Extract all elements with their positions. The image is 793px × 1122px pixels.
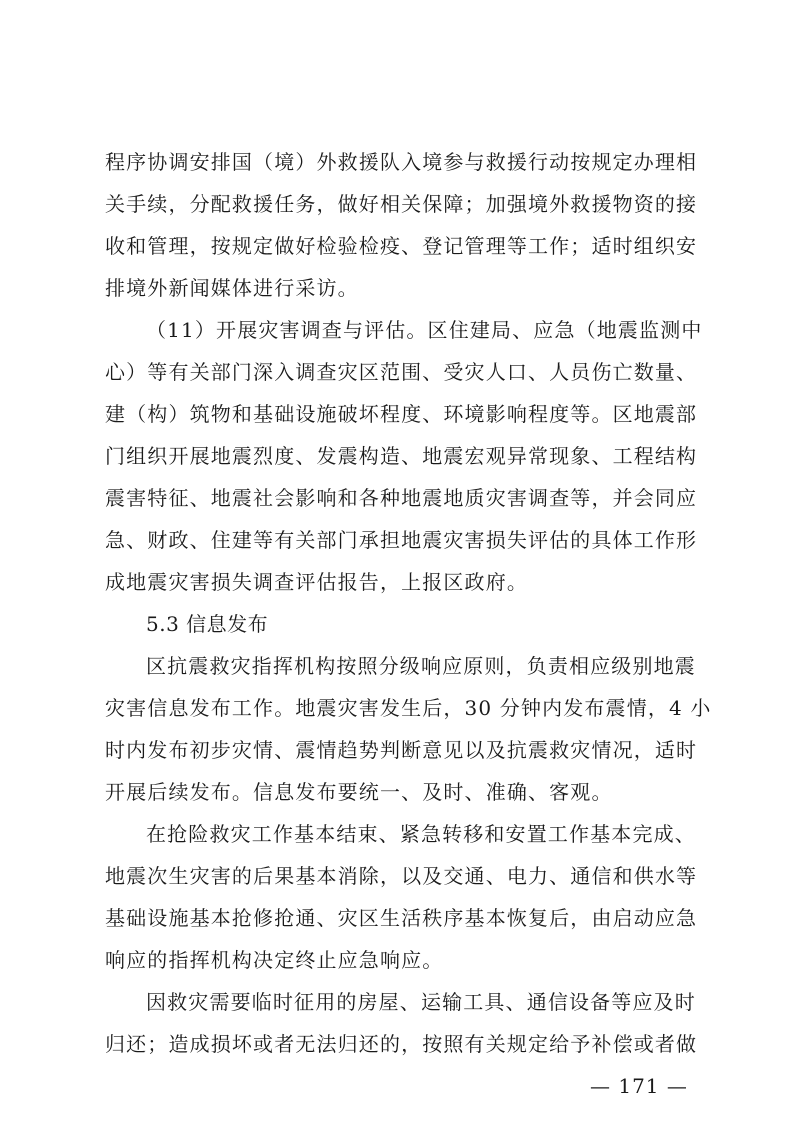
text-line: 成地震灾害损失调查评估报告，上报区政府。 (105, 570, 528, 594)
text-line: 基础设施基本抢修抢通、灾区生活秩序基本恢复后，由启动应急 (105, 906, 698, 930)
text-line: 因救灾需要临时征用的房屋、运输工具、通信设备等应及时 (146, 990, 696, 1014)
text-line: 时内发布初步灾情、震情趋势判断意见以及抗震救灾情况，适时 (105, 738, 698, 762)
text-line: 心）等有关部门深入调查灾区范围、受灾人口、人员伤亡数量、 (105, 360, 698, 384)
text-line: 程序协调安排国（境）外救援队入境参与救援行动按规定办理相 (105, 150, 698, 174)
text-line: 急、财政、住建等有关部门承担地震灾害损失评估的具体工作形 (105, 528, 698, 552)
text-line: 关手续，分配救援任务，做好相关保障；加强境外救援物资的接 (105, 192, 698, 216)
text-line: 震害特征、地震社会影响和各种地震地质灾害调查等，并会同应 (105, 486, 698, 510)
text-line: 响应的指挥机构决定终止应急响应。 (105, 948, 444, 972)
text-line: 门组织开展地震烈度、发震构造、地震宏观异常现象、工程结构 (105, 444, 698, 468)
text-line: 灾害信息发布工作。地震灾害发生后，30 分钟内发布震情，4 小 (105, 696, 712, 720)
text-line: 归还；造成损坏或者无法归还的，按照有关规定给予补偿或者做 (105, 1032, 698, 1056)
text-line: 排境外新闻媒体进行采访。 (105, 276, 359, 300)
text-line: 建（构）筑物和基础设施破坏程度、环境影响程度等。区地震部 (105, 402, 698, 426)
section-heading: 5.3 信息发布 (146, 612, 269, 636)
text-line: 收和管理，按规定做好检验检疫、登记管理等工作；适时组织安 (105, 234, 698, 258)
text-line: 区抗震救灾指挥机构按照分级响应原则，负责相应级别地震 (146, 654, 696, 678)
text-line: 地震次生灾害的后果基本消除，以及交通、电力、通信和供水等 (105, 864, 698, 888)
text-line: 开展后续发布。信息发布要统一、及时、准确、客观。 (105, 780, 613, 804)
text-line: （11）开展灾害调查与评估。区住建局、应急（地震监测中 (146, 318, 703, 342)
page-number: — 171 — (590, 1074, 688, 1098)
text-line: 在抢险救灾工作基本结束、紧急转移和安置工作基本完成、 (146, 822, 696, 846)
